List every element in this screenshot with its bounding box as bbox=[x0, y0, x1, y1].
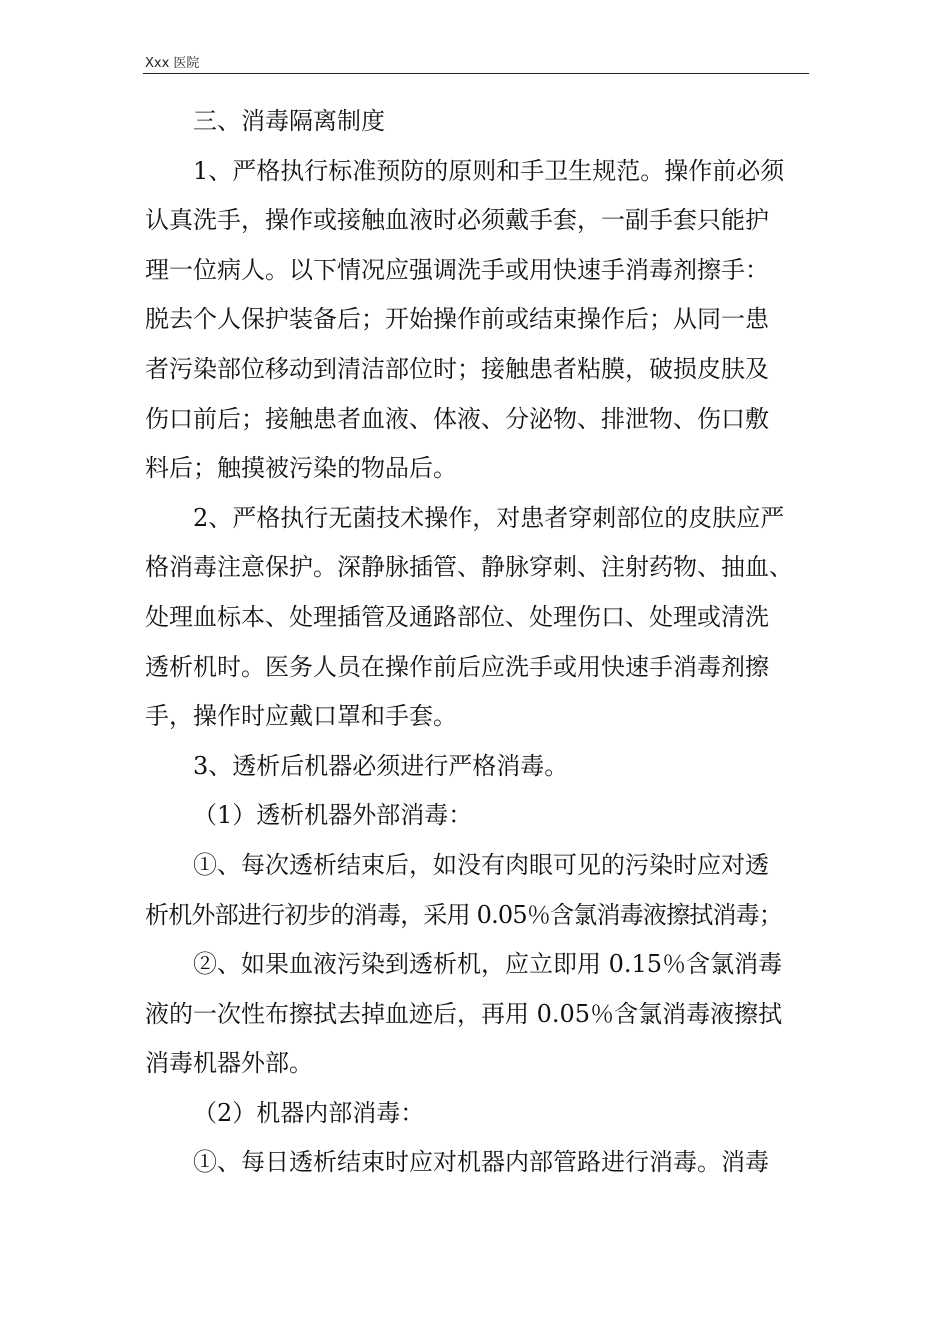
text-line: 透析机时。医务人员在操作前后应洗手或用快速手消毒剂擦 bbox=[145, 652, 769, 681]
text-line: ①、每次透析结束后，如没有肉眼可见的污染时应对透 bbox=[193, 850, 769, 879]
text-line: 液的一次性布擦拭去掉血迹后，再用 0.05％含氯消毒液擦拭 bbox=[145, 999, 783, 1028]
text-line: 处理血标本、处理插管及通路部位、处理伤口、处理或清洗 bbox=[145, 602, 769, 631]
document-body bbox=[145, 97, 809, 1188]
text-line: 1、严格执行标准预防的原则和手卫生规范。操作前必须 bbox=[193, 156, 785, 185]
text-line: 伤口前后；接触患者血液、体液、分泌物、排泄物、伤口敷 bbox=[145, 404, 769, 433]
text-line: 理一位病人。以下情况应强调洗手或用快速手消毒剂擦手： bbox=[145, 255, 769, 284]
text-line: 格消毒注意保护。深静脉插管、静脉穿刺、注射药物、抽血、 bbox=[145, 553, 793, 582]
text-line: 3、透析后机器必须进行严格消毒。 bbox=[193, 751, 569, 780]
text-line: 认真洗手，操作或接触血液时必须戴手套，一副手套只能护 bbox=[145, 206, 769, 235]
text-line: （2）机器内部消毒： bbox=[193, 1098, 425, 1127]
page-header bbox=[143, 55, 809, 74]
text-line: 三、消毒隔离制度 bbox=[193, 107, 385, 135]
text-line: 析机外部进行初步的消毒，采用 0.05％含氯消毒液擦拭消毒； bbox=[145, 900, 783, 929]
text-line: ②、如果血液污染到透析机，应立即用 0.15％含氯消毒 bbox=[193, 950, 783, 979]
header-title: Xxx 医院 bbox=[145, 56, 200, 71]
text-line: （1）透析机器外部消毒： bbox=[193, 801, 473, 830]
text-line: 脱去个人保护装备后；开始操作前或结束操作后；从同一患 bbox=[145, 305, 769, 334]
text-line: ①、每日透析结束时应对机器内部管路进行消毒。消毒 bbox=[193, 1148, 769, 1177]
text-line: 手，操作时应戴口罩和手套。 bbox=[145, 702, 457, 731]
text-line: 2、严格执行无菌技术操作，对患者穿刺部位的皮肤应严 bbox=[193, 503, 785, 532]
text-line: 料后；触摸被污染的物品后。 bbox=[145, 454, 457, 483]
text-line: 消毒机器外部。 bbox=[145, 1049, 313, 1078]
text-line: 者污染部位移动到清洁部位时；接触患者粘膜，破损皮肤及 bbox=[145, 354, 769, 383]
